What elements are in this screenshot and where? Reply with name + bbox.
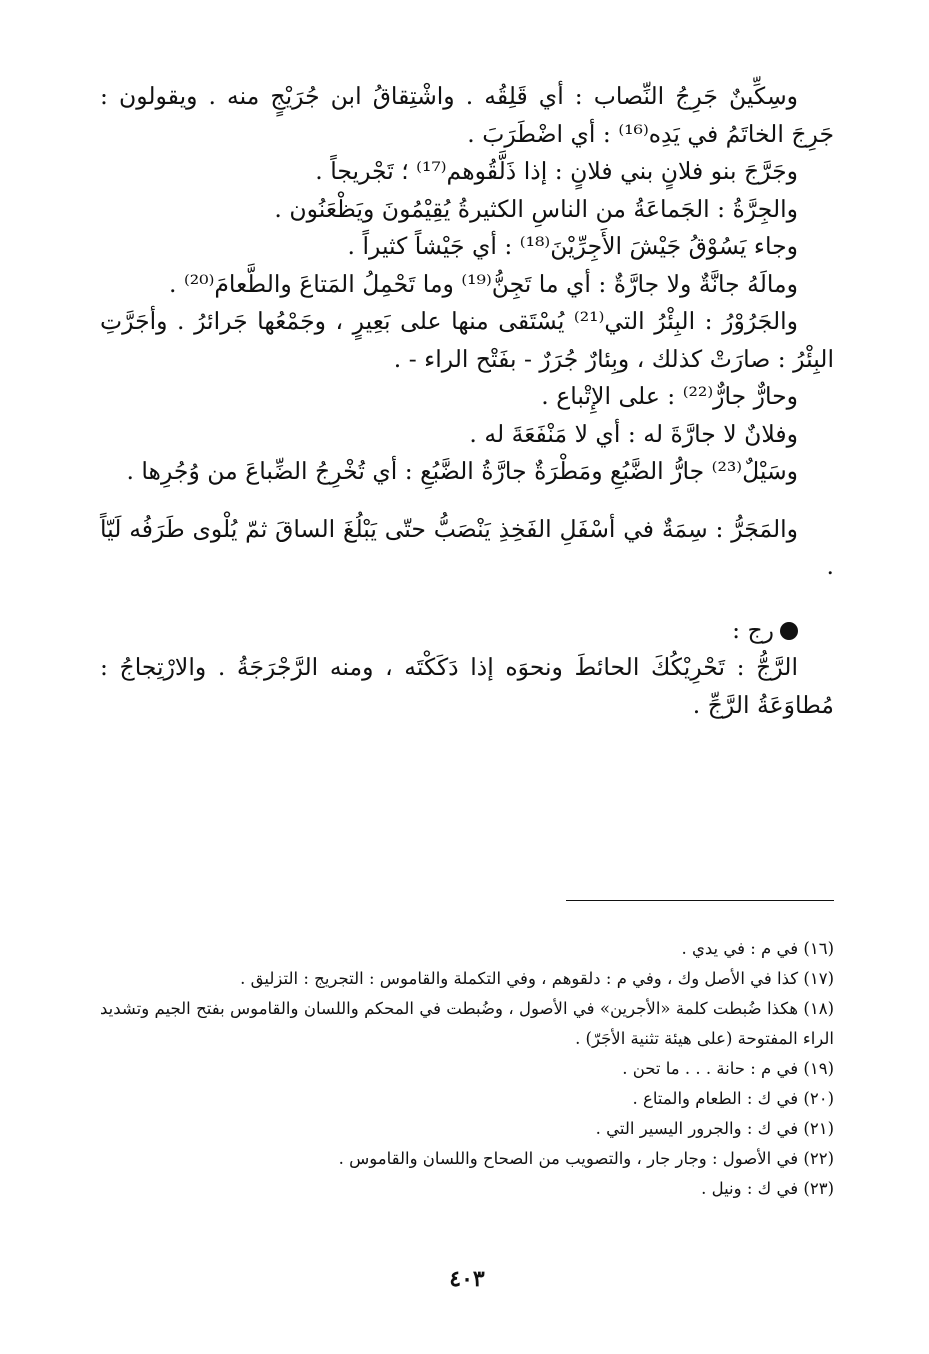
footnote-18: (١٨) هكذا ضُبطت كلمة «الأجرين» في الأصول ، وضُبطت في المحكم واللسان والقاموس بفتح الجيم وتشديد الراء المفتوحة (على هيئة تثنية الأجَرّ) . [100, 999, 834, 1048]
footnote-21: (٢١) في ك : والجرور اليسير التي . [595, 1119, 834, 1138]
footnote-16: (١٦) في م : في يدي . [681, 939, 834, 958]
paragraph-jarraja: وجَرَّجَ بنو فلانٍ بني فلانٍ : إذا ذَلَّقُوهم⁽¹⁷⁾ ؛ تَجْريجاً . [315, 157, 798, 185]
paragraph-majarr: والمَجَرُّ : سِمَةٌ في أسْفَلِ الفَخِذِ يَنْصَبُّ حتّى يَبْلُغَ الساقَ ثمّ يُلْوى طَرَفُه لَيّاً . [100, 514, 834, 580]
paragraph-la-jarrah: وفلانٌ لا جارَّةَ له : أي لا مَنْفَعَةَ له . [469, 419, 798, 448]
document-page [100, 78, 834, 1328]
paragraph-jarij: وسِكِّينٌ جَرِجُ النِّصاب : أي قَلِقُه . واشْتِقاقُ ابن جُرَيْجٍ منه . ويقولون : جَرِجَ الخاتَمُ في يَدِه⁽¹⁶⁾ : أي اضْطَرَبَ . [100, 82, 834, 148]
section-heading-label: رج : [732, 615, 774, 644]
footnote-22: (٢٢) في الأصول : وجار جار ، والتصويب من الصحاح واللسان والقاموس . [338, 1149, 834, 1168]
footnote-20: (٢٠) في ك : الطعام والمتاع . [632, 1089, 834, 1108]
paragraph-jirrah: والجِرَّةُ : الجَماعَةُ من الناسِ الكثيرةُ يُقِيْمُونَ ويَظْعَنُون . [274, 194, 798, 223]
paragraph-rajj: الرَّجُّ : تَحْرِيْكُكَ الحائطَ ونحوَه إذا دَكَكْتَه ، ومنه الرَّجْرَجَةُ . والارْتِجاجُ : مُطاوَعَةُ الرَّجِّ . [100, 653, 834, 719]
paragraph-jarrah: ومالَهُ جانَّةٌ ولا جارَّةٌ : أي ما تَجِنُّ⁽¹⁹⁾ وما تَحْمِلُ المَتاعَ والطَّعامَ⁽²⁰⁾ . [169, 269, 798, 298]
footnote-23: (٢٣) في ك : ونيل . [701, 1179, 834, 1198]
paragraph-harr-jarr: وحارٌّ جارٌّ⁽²²⁾ : على الإِتْباع . [541, 382, 798, 410]
footnote-19: (١٩) في م : حانة . . . ما تحن . [622, 1059, 834, 1078]
section-heading-rj [100, 612, 834, 650]
page-number: ٤٠٣ [449, 1266, 485, 1292]
footnote-17: (١٧) كذا في الأصل وك ، وفي م : دلقوهم ، وفي التكملة والقاموس : التجريج : التزليق . [240, 969, 834, 988]
main-text [100, 78, 834, 724]
footnotes [100, 934, 834, 1204]
bullet-icon [780, 622, 798, 640]
paragraph-sayl: وسَيْلٌ⁽²³⁾ جارُّ الضَّبُعِ ومَطْرَةٌ جارَّةُ الضَّبُعِ : أي تُخْرِجُ الضِّباعَ من وُجُرِها . [126, 457, 798, 485]
footnote-divider [566, 900, 834, 901]
paragraph-ajirrin: وجاء يَسُوْقُ جَيْشَ الأَجِرِّيْنَ⁽¹⁸⁾ : أي جَيْشاً كثيراً . [347, 232, 798, 260]
paragraph-jarur: والجَرُوْرُ : البِئْرُ التي⁽²¹⁾ يُسْتَقى منها على بَعِيرٍ ، وجَمْعُها جَرائرُ . وأجَرَّتِ البِئْرُ : صارَتْ كذلك ، وبِئارٌ جُرَرٌ - بفَتْح الراء - . [100, 307, 834, 373]
